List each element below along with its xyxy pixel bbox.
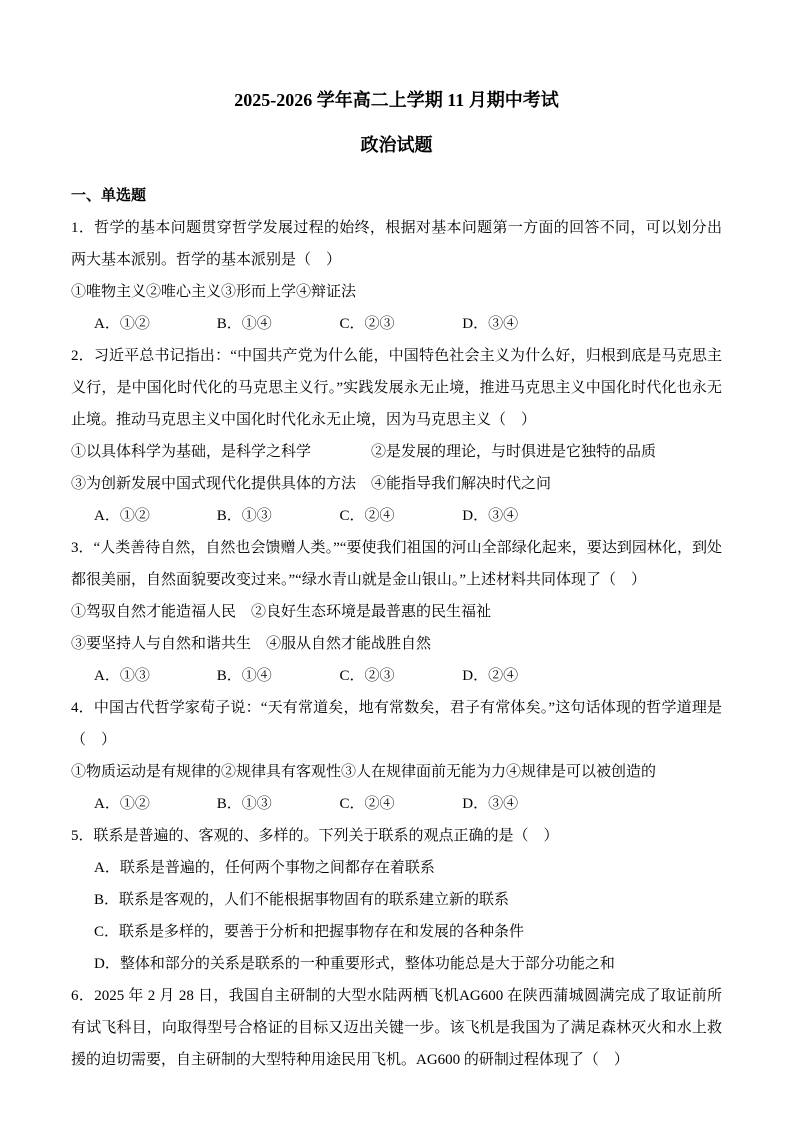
question-4-options-row bbox=[71, 788, 722, 820]
section-heading: 一、单选题 bbox=[71, 188, 147, 205]
question-2-option-c: C．②④ bbox=[339, 508, 395, 525]
question-3 bbox=[71, 532, 722, 692]
question-2-stem: 2．习近平总书记指出：“中国共产党为什么能，中国特色社会主义为什么好，归根到底是马克思主义行，是中国化时代化的马克思主义行。”实践发展永无止境，推进马克思主义中国化时代化也永无止境。推动马克思主义中国化时代化永无止境，因为马克思主义（ ） bbox=[71, 348, 722, 429]
question-1-statements: ①唯物主义②唯心主义③形而上学④辩证法 bbox=[71, 284, 357, 301]
question-3-option-d: D．②④ bbox=[462, 668, 519, 685]
question-1-option-d: D．③④ bbox=[462, 316, 519, 333]
question-4-option-a: A．①② bbox=[94, 796, 150, 813]
question-5-option-d: D．整体和部分的关系是联系的一种重要形式，整体功能总是大于部分功能之和 bbox=[94, 956, 615, 973]
question-1-option-c: C．②③ bbox=[339, 316, 395, 333]
question-1-option-a: A．①② bbox=[94, 316, 150, 333]
question-2-statements-line-1: ①以具体科学为基础，是科学之科学 ②是发展的理论，与时俱进是它独特的品质 bbox=[71, 444, 657, 461]
question-5-option-b: B．联系是客观的，人们不能根据事物固有的联系建立新的联系 bbox=[94, 892, 510, 909]
question-1-options-row bbox=[71, 308, 722, 340]
question-3-statements-line-2: ③要坚持人与自然和谐共生 ④服从自然才能战胜自然 bbox=[71, 636, 432, 653]
question-4-stem: 4．中国古代哲学家荀子说：“天有常道矣，地有常数矣，君子有常体矣。”这句话体现的哲学道理是（ ） bbox=[71, 700, 722, 749]
question-1-option-b: B．①④ bbox=[216, 316, 272, 333]
question-5-option-a: A．联系是普遍的，任何两个事物之间都存在着联系 bbox=[94, 860, 435, 877]
question-5-option-c: C．联系是多样的，要善于分析和把握事物存在和发展的各种条件 bbox=[94, 924, 525, 941]
question-3-stem: 3．“人类善待自然，自然也会馈赠人类。”“要使我们祖国的河山全部绿化起来，要达到园林化，到处都很美丽，自然面貌要改变过来。”“绿水青山就是金山银山。”上述材料共同体现了（ ） bbox=[71, 540, 722, 589]
question-4-option-b: B．①③ bbox=[216, 796, 272, 813]
question-2-options-row bbox=[71, 500, 722, 532]
question-3-option-b: B．①④ bbox=[216, 668, 272, 685]
question-6 bbox=[71, 980, 722, 1076]
question-1-stem: 1．哲学的基本问题贯穿哲学发展过程的始终，根据对基本问题第一方面的回答不同，可以划分出两大基本派别。哲学的基本派别是（ ） bbox=[71, 220, 722, 269]
question-5-stem: 5．联系是普遍的、客观的、多样的。下列关于联系的观点正确的是（ ） bbox=[71, 828, 559, 845]
question-2-option-b: B．①③ bbox=[216, 508, 272, 525]
question-5 bbox=[71, 820, 722, 980]
question-6-stem: 6．2025 年 2 月 28 日，我国自主研制的大型水陆两栖飞机AG600 在陕西蒲城圆满完成了取证前所有试飞科目，向取得型号合格证的目标又迈出关键一步。该飞机是我国为了满足森林灭火和水上救援的迫切需要，自主研制的大型特种用途民用飞机。AG600 的研制过程体现了（ ） bbox=[71, 988, 722, 1069]
question-4-option-c: C．②④ bbox=[339, 796, 395, 813]
question-2-statements-line-2: ③为创新发展中国式现代化提供具体的方法 ④能指导我们解决时代之问 bbox=[71, 476, 552, 493]
question-1 bbox=[71, 212, 722, 340]
question-3-statements-line-1: ①驾驭自然才能造福人民 ②良好生态环境是最普惠的民生福祉 bbox=[71, 604, 492, 621]
question-4-option-d: D．③④ bbox=[462, 796, 519, 813]
question-4-statements: ①物质运动是有规律的②规律具有客观性③人在规律面前无能为力④规律是可以被创造的 bbox=[71, 764, 657, 781]
question-4 bbox=[71, 692, 722, 820]
exam-subtitle: 政治试题 bbox=[360, 135, 433, 156]
question-3-options-row bbox=[71, 660, 722, 692]
question-2-option-a: A．①② bbox=[94, 508, 150, 525]
exam-title: 2025-2026 学年高二上学期 11 月期中考试 bbox=[234, 90, 559, 110]
question-3-option-a: A．①③ bbox=[94, 668, 150, 685]
question-2 bbox=[71, 340, 722, 532]
question-3-option-c: C．②③ bbox=[339, 668, 395, 685]
question-2-option-d: D．③④ bbox=[462, 508, 519, 525]
